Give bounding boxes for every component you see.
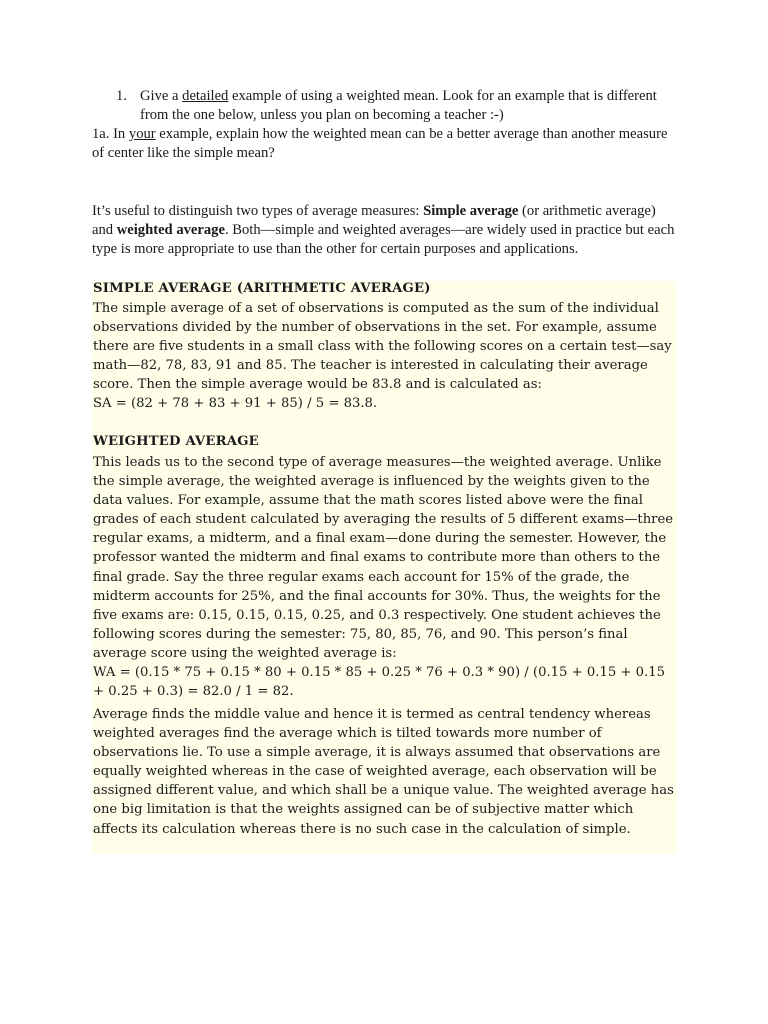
weighted-average-body: This leads us to the second type of average measures—the weighted average. Unlike the simple average, the weighted average is influenced by the weights given to the data values. For example, assume that the math scores listed above were the final grades of each student calculated by averaging the results of 5 different exams—three regular exams, a midterm, and a final exam—done during the semester. However, the professor wanted the midterm and final exams to contribute more than others to the final grade. Say the three regular exams each account for 15% of the grade, the midterm accounts for 25%, and the final accounts for 30%. Thus, the weights for the five exams are: 0.15, 0.15, 0.15, 0.25, and 0.3 respectively. One student achieves the following scores during the semester: 75, 80, 85, 76, and 90. This person’s final average score using the weighted average is: [93, 455, 674, 661]
weighted-average-heading: WEIGHTED AVERAGE [93, 434, 259, 449]
question-text-start: Give a [140, 88, 183, 104]
simple-average-formula: SA = (82 + 78 + 83 + 91 + 85) / 5 = 83.8. [93, 396, 378, 412]
question-1a-text: example, explain how the weighted mean can be a better average than another measure of center like the simple mean? [92, 126, 668, 162]
intro-text-1: It’s useful to distinguish two types of average measures: [92, 203, 424, 219]
question-1a-underlined-word: your [128, 126, 156, 142]
weighted-average-formula: WA = (0.15 * 75 + 0.15 * 80 + 0.15 * 85 + 0.25 * 76 + 0.3 * 90) / (0.15 + 0.15 + 0.15 + 0.25 + 0.3) = 82.0 / 1 = 82. [93, 665, 666, 700]
intro-text-2: (or arithmetic average) and [92, 203, 656, 239]
comparison-paragraph: Average finds the middle value and hence it is termed as central tendency whereas weighted averages find the average which is tilted towards more number of observations lie. To use a simple average, it is always assumed that observations are equally weighted whereas in the case of weighted average, each observation will be assigned different value, and which shall be a unique value. The weighted average has one big limitation is that the weights assigned can be of subjective matter which affects its calculation whereas there is no such case in the calculation of simple. [93, 707, 674, 837]
simple-average-heading: SIMPLE AVERAGE (ARITHMETIC AVERAGE) [93, 281, 431, 296]
question-number: 1. [116, 88, 127, 104]
simple-average-body: The simple average of a set of observations is computed as the sum of the individual observations divided by the number of observations in the set. For example, assume there are five students in a small class with the following scores on a certain test—say math—82, 78, 83, 91 and 85. The teacher is interested in calculating their average score. Then the simple average would be 83.8 and is calculated as: [93, 301, 672, 393]
question-underlined-word: detailed [182, 88, 229, 104]
intro-bold-weighted-average: weighted average [116, 222, 225, 239]
simple-average-section [93, 299, 677, 414]
question-1a [92, 125, 676, 163]
question-1a-prefix: 1a. In [92, 126, 129, 142]
intro-text-3: . Both—simple and weighted averages—are widely used in practice but each type is more appropriate to use than the other for certain purposes and applications. [92, 222, 675, 258]
question-1 [116, 87, 676, 125]
intro-bold-simple-average: Simple average [423, 203, 519, 219]
question-text [140, 87, 676, 125]
question-text-end: example of using a weighted mean. Look for an example that is different from the one below, unless you plan on becoming a teacher :-) [140, 88, 657, 124]
intro-paragraph [92, 202, 676, 259]
weighted-average-section [93, 453, 677, 701]
